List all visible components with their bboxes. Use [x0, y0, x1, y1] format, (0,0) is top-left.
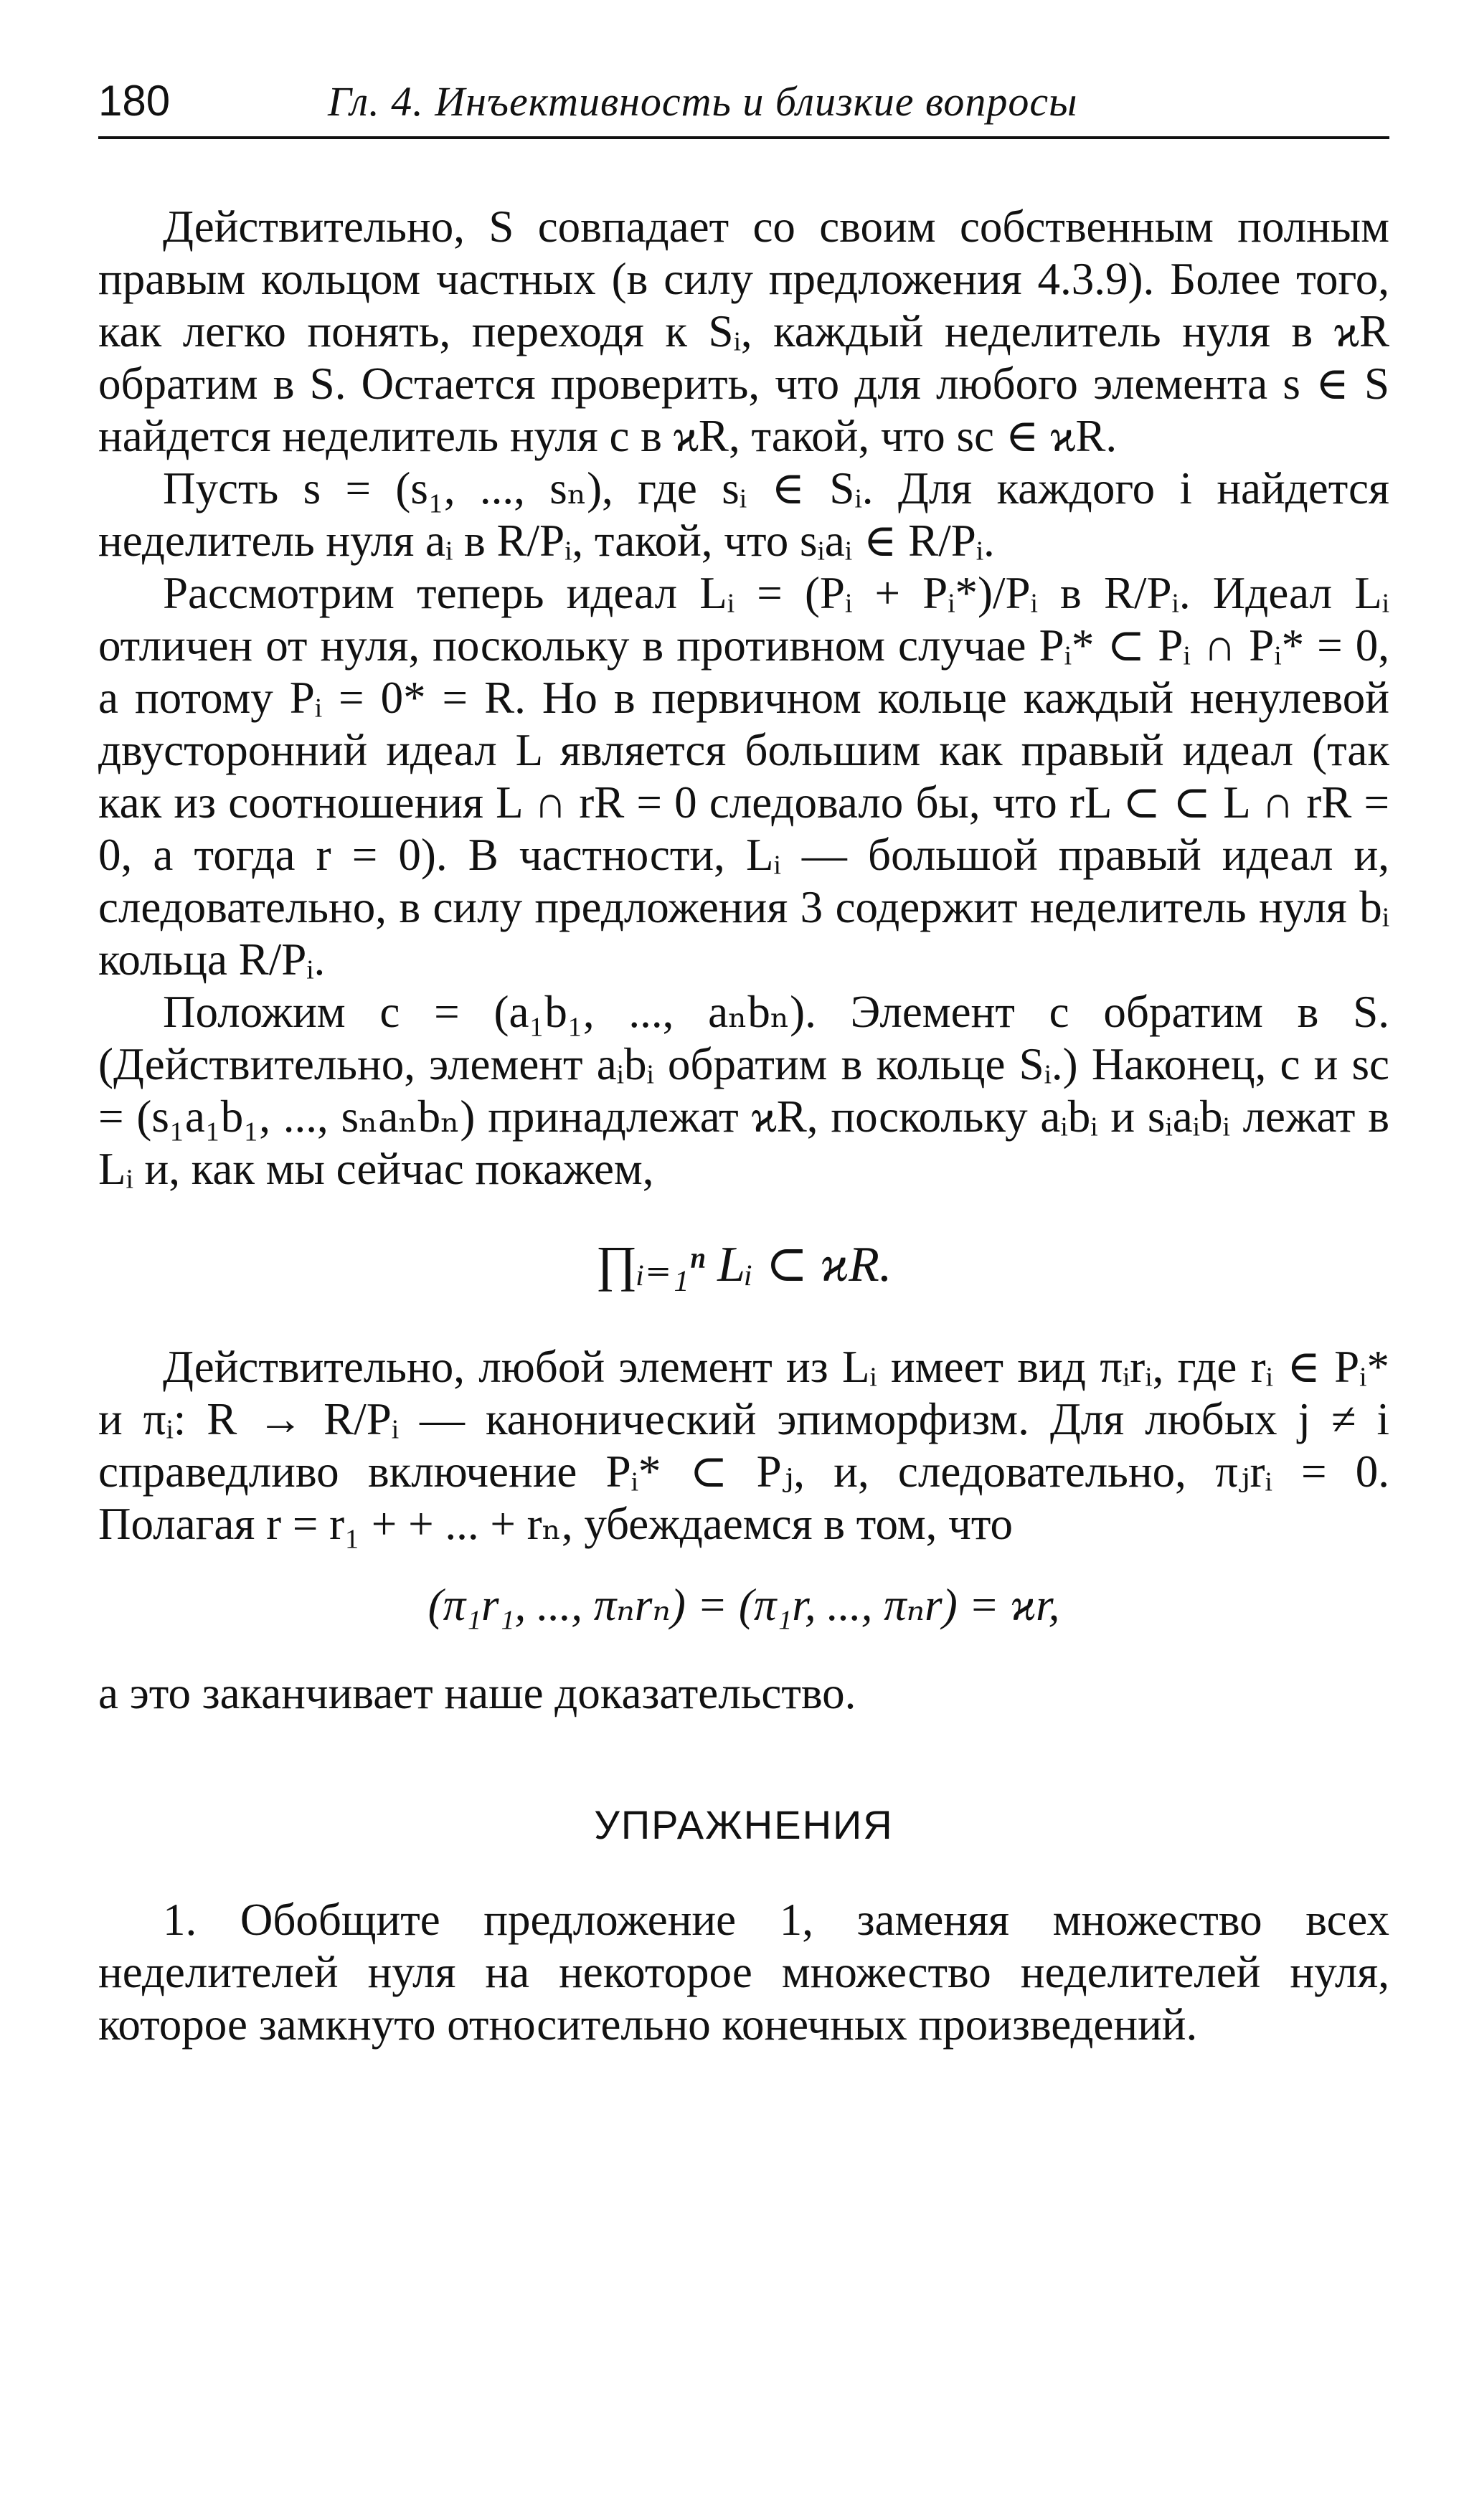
paragraph: Пусть s = (s₁, ..., sₙ), где sᵢ ∈ Sᵢ. Для каждого i найдется неделитель нуля aᵢ в R/Pᵢ, такой, что sᵢaᵢ ∈ R/Pᵢ. [98, 463, 1389, 566]
running-title: Гл. 4. Инъективность и близкие вопросы [328, 78, 1078, 125]
paragraph: Рассмотрим теперь идеал Lᵢ = (Pᵢ + Pᵢ*)/Pᵢ в R/Pᵢ. Идеал Lᵢ отличен от нуля, поскольку в противном случае Pᵢ* ⊂ Pᵢ ∩ Pᵢ* = 0, а потому Pᵢ = 0* = R. Но в первичном кольце каждый ненулевой двусторонний идеал L является большим как правый идеал (так как из соотношения L ∩ rR = 0 следовало бы, что rL ⊂ ⊂ L ∩ rR = 0, а тогда r = 0). В частности, Lᵢ — большой правый идеал и, следовательно, в силу предложения 3 содержит неделитель нуля bᵢ кольца R/Pᵢ. [98, 568, 1389, 985]
exercise-item: 1. Обобщите предложение 1, заменяя множество всех неделителей нуля на некоторое множество неделителей нуля, которое замкнуто относительно конечных произведений. [98, 1895, 1389, 2050]
paragraph: Действительно, любой элемент из Lᵢ имеет вид πᵢrᵢ, где rᵢ ∈ Pᵢ* и πᵢ: R → R/Pᵢ — канонический эпиморфизм. Для любых j ≠ i справедливо включение Pᵢ* ⊂ Pⱼ, и, следовательно, πⱼrᵢ = 0. Полагая r = r₁ + + ... + rₙ, убеждаемся в том, что [98, 1342, 1389, 1549]
product-formula: ∏ᵢ₌₁ⁿ Lᵢ ⊂ ϰR. [595, 1237, 892, 1292]
book-page [98, 72, 1389, 2050]
paragraph: Действительно, S совпадает со своим собственным полным правым кольцом частных (в силу предложения 4.3.9). Более того, как легко понять, переходя к Sᵢ, каждый неделитель нуля в ϰR обратим в S. Остается проверить, что для любого элемента s ∈ S найдется неделитель нуля c в ϰR, такой, что sc ∈ ϰR. [98, 202, 1389, 461]
paragraph: Положим c = (a₁b₁, ..., aₙbₙ). Элемент c обратим в S. (Действительно, элемент aᵢbᵢ обратим в кольце Sᵢ.) Наконец, c и sc = (s₁a₁b₁, ..., sₙaₙbₙ) принадлежат ϰR, поскольку aᵢbᵢ и sᵢaᵢbᵢ лежат в Lᵢ и, как мы сейчас покажем, [98, 987, 1389, 1194]
section-heading: УПРАЖНЕНИЯ [594, 1802, 894, 1847]
page-number: 180 [98, 77, 171, 125]
page-header [98, 72, 1389, 139]
closing-line: а это заканчивает наше доказательство. [98, 1668, 856, 1718]
body-text [98, 201, 1389, 2051]
tuple-formula: (π₁r₁, ..., πₙrₙ) = (π₁r, ..., πₙr) = ϰr, [428, 1580, 1060, 1630]
